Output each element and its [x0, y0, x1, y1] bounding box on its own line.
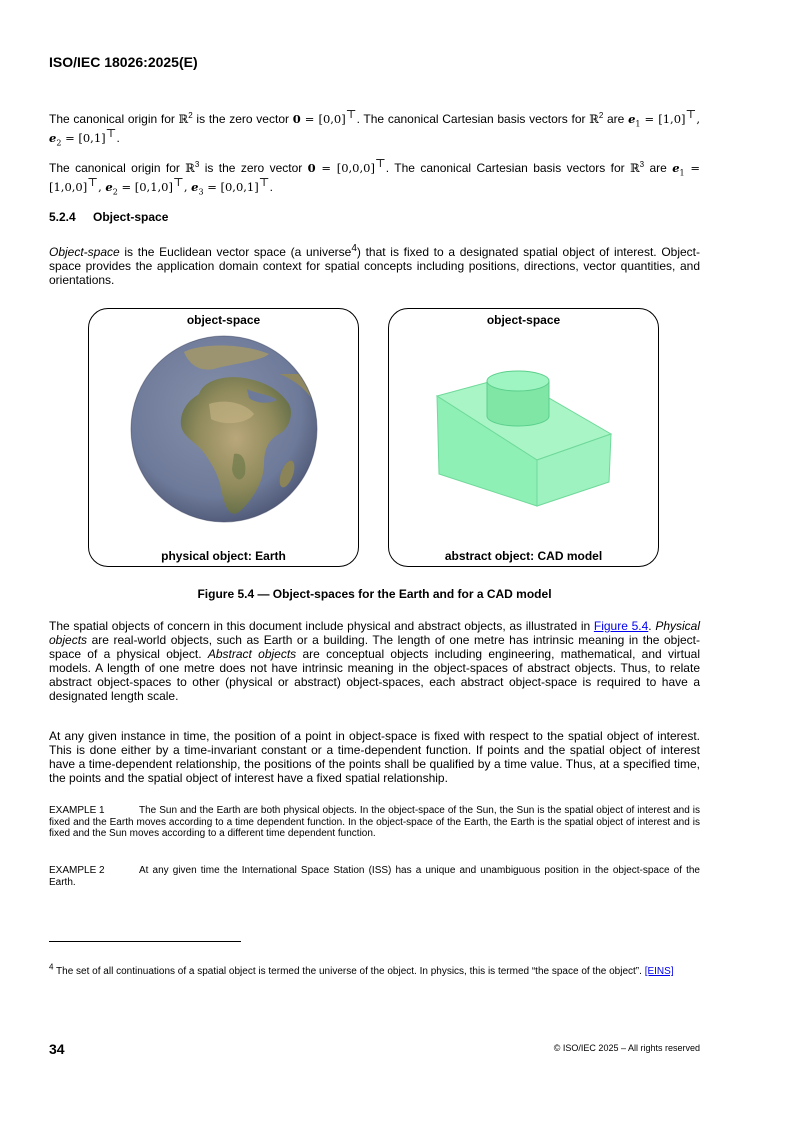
footnote-separator [49, 941, 241, 942]
figure-link[interactable]: Figure 5.4 [593, 619, 649, 633]
figure-caption: Figure 5.4 — Object-spaces for the Earth and for a CAD model [197, 587, 552, 601]
paragraph-object-space: Object-space is the Euclidean vector space (a universe$^4$) that is fixed to a designated spatial object of interest. Object-space provides the application domain context for spatial concepts including positions, directions, vector quantities, and orientations. [49, 243, 700, 287]
paragraph-r2-basis: The canonical origin for ℝ$^2$ is the zero vector 0 = [0,0]⊤. The canonical Cartesian basis vectors for ℝ$^2$ are $e_1 = [1,0]^⊤$, $e_2 = [0,1]^⊤$. [49, 107, 700, 148]
paragraph-object-types: The spatial objects of concern in this document include physical and abstract objects, as illustrated in Figure 5.4. Physical objects are real-world objects, such as Earth or a building. The length of one metre has intrinsic meaning in the object-space of a physical object. Abstract objects are conceptual objects including engineering, mathematical, and virtual models. A length of one metre does not have intrinsic meaning in the object-spaces of abstract objects. Thus, to relate abstract object-spaces to other (physical or abstract) object-spaces, each abstract object-space is required to have a designated length scale. [49, 619, 701, 703]
section-number: 5.2.4 [49, 210, 76, 224]
cad-model-image [429, 364, 619, 514]
panel-caption: abstract object: CAD model [444, 549, 603, 563]
page-number: 34 [49, 1041, 65, 1057]
copyright-notice: © ISO/IEC 2025 – All rights reserved [553, 1043, 700, 1053]
panel-title: object-space [486, 313, 561, 327]
panel-title: object-space [186, 313, 261, 327]
paragraph-time: At any given instance in time, the position of a point in object-space is fixed with respect to the spatial object of interest. This is done either by a time-invariant constant or a time-dependent function. If points and the spatial object of interest have a time-dependent relationship, the positions of the points shall be qualified by a time value. Thus, at a specified time, the points and the spatial object of interest have a fixed spatial relationship. [49, 729, 700, 785]
document-header: ISO/IEC 18026:2025(E) [49, 54, 198, 70]
panel-caption: physical object: Earth [161, 549, 286, 563]
footnote: $^4$ The set of all continuations of a spatial object is termed the universe of the object. In physics, this is termed “the space of the object”. [EINS] [49, 962, 674, 977]
earth-globe-image [129, 334, 319, 524]
paragraph-r3-basis: The canonical origin for ℝ$^3$ is the zero vector 0 = [0,0,0]⊤. The canonical Cartesian basis vectors for ℝ$^3$ are $e_1 = [1,0,0]^⊤$, $e_2 = [0,1,0]^⊤$, $e_3 = [0,0,1]^⊤$. [49, 156, 700, 197]
footnote-ref[interactable]: 4 [351, 243, 357, 254]
example-label: EXAMPLE 2 [49, 865, 105, 876]
example-2: EXAMPLE 2 At any given time the International Space Station (ISS) has a unique and unambiguous position in the object-space of the Earth. [49, 865, 700, 888]
figure-panel-earth [88, 308, 359, 567]
example-label: EXAMPLE 1 [49, 805, 105, 816]
section-heading [49, 210, 168, 224]
section-title: Object-space [93, 210, 169, 224]
example-1: EXAMPLE 1 The Sun and the Earth are both physical objects. In the object-space of the Sun, the Sun is the spatial object of interest and is fixed and the Earth moves according to a time dependent function. In the object-space of the Earth, the Earth is the spatial object of interest and is fixed and the Sun moves according to a different time dependent function. [49, 805, 700, 840]
figure-panel-cad [388, 308, 659, 567]
reference-link[interactable]: [EINS] [644, 966, 674, 977]
